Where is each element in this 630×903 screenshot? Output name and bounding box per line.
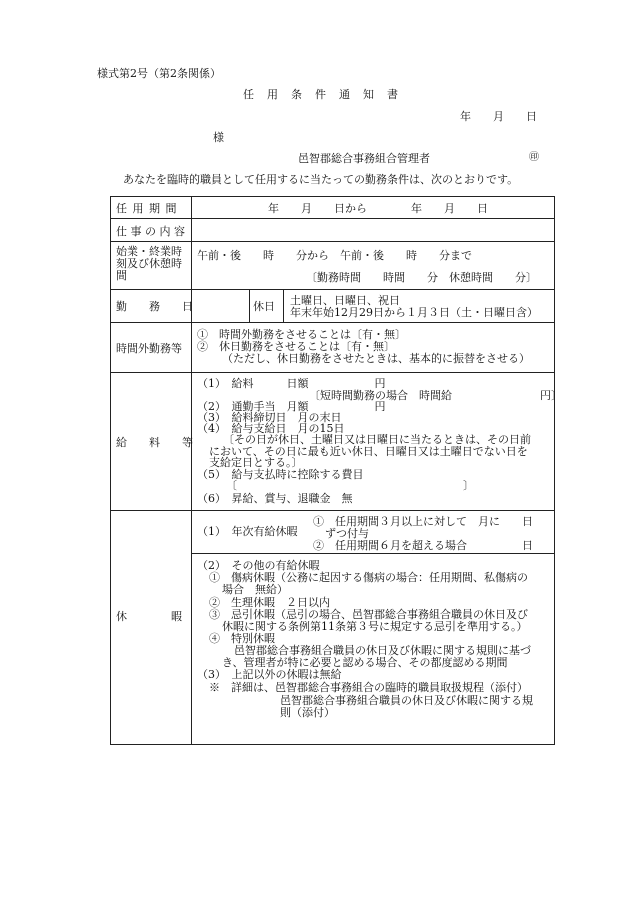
salary-line: （1） 給料 日額 円	[197, 377, 386, 390]
leave-line: ② 生理休暇 ２日以内	[209, 596, 330, 609]
salary-line: （2） 通勤手当 月額 円	[197, 400, 386, 413]
job-label: 仕 事 の 内 容	[116, 225, 185, 238]
leave-line: 場合 無給）	[222, 583, 288, 596]
overtime-label: 時間外勤務等	[116, 342, 182, 355]
hours-label-line: 刻及び休憩時	[116, 257, 182, 270]
row-divider	[110, 218, 555, 219]
workdays-label: 勤 務 日	[116, 300, 193, 313]
salary-label: 給 料 等	[116, 436, 193, 449]
row-divider	[110, 322, 555, 323]
workdays-divider	[249, 289, 250, 322]
hours-line-1: 午前・後 時 分から 午前・後 時 分まで	[197, 249, 472, 262]
leave-line: ③ 忌引休暇（忌引の場合、邑智郡総合事務組合職員の休日及び	[209, 608, 528, 621]
leave-label: 休 暇	[116, 610, 182, 623]
row-divider	[110, 241, 555, 242]
hours-label	[116, 246, 182, 282]
leave-line: （3） 上記以外の休暇は無給	[197, 668, 342, 681]
salary-line: 支給定日とする。〕	[209, 456, 303, 469]
row-divider	[110, 510, 555, 511]
leave-line: 休暇に関する条例第11条第３号に規定する忌引を準用する。）	[222, 620, 528, 633]
leave-line: ※ 詳細は、邑智郡総合事務組合の臨時的職員取扱規程（添付）	[209, 681, 528, 694]
hours-label-line: 始業・終業時	[116, 245, 182, 258]
annual-leave-line: ① 任用期間３月以上に対して 月に 日	[313, 515, 533, 528]
seal-mark: ㊞	[529, 152, 539, 163]
overtime-line-3: （ただし、休日勤務をさせたときは、基本的に振替をさせる）	[222, 352, 530, 365]
salary-line: 〔短時間勤務の場合 時間給 円〕	[309, 389, 562, 402]
term-label: 任 用 期 間	[116, 202, 178, 215]
salary-line: 〔その日が休日、土曜日又は日曜日に当たるときは、その日前	[223, 433, 531, 446]
leave-line: ① 傷病休暇（公務に起因する傷病の場合：任用期間、私傷病の	[209, 571, 528, 584]
issuer-name: 邑智郡総合事務組合管理者	[298, 152, 430, 165]
leave-line: 則（添付）	[280, 706, 335, 719]
salary-bracket-close: 〕	[463, 479, 474, 492]
leave-line: （2） その他の有給休暇	[197, 559, 320, 572]
workdays-divider	[283, 289, 284, 322]
label-column-divider	[191, 196, 192, 745]
leave-line: ④ 特別休暇	[209, 632, 275, 645]
hours-label-line: 間	[116, 269, 127, 282]
intro-text: あなたを臨時的職員として任用するに当たっての勤務条件は、次のとおりです。	[123, 173, 519, 186]
annual-leave-label: （1） 年次有給休暇	[197, 525, 298, 538]
salary-line: （4） 給与支給日 月の15日	[197, 422, 345, 435]
salary-line: （5） 給与支払時に控除する費目	[197, 468, 364, 481]
leave-subdivider	[191, 553, 555, 554]
annual-leave-line: ずつ付与	[325, 527, 369, 540]
row-divider	[110, 289, 555, 290]
salary-bracket-open: 〔	[226, 479, 237, 492]
hours-line-2: 〔勤務時間 時間 分 休憩時間 分〕	[306, 271, 537, 284]
term-value: 年 月 日から 年 月 日	[268, 202, 488, 215]
holiday-label: 休日	[253, 300, 275, 313]
page-title: 任 用 条 件 通 知 書	[243, 88, 399, 101]
leave-line: き、管理者が特に必要と認める場合、その都度認める期間	[222, 656, 508, 669]
leave-line: 邑智郡総合事務組合職員の休日及び休暇に関する規則に基づ	[234, 644, 531, 657]
holiday-line-1: 土曜日、日曜日、祝日	[290, 294, 400, 307]
overtime-line-2: ② 休日勤務をさせることは〔有・無〕	[197, 340, 395, 353]
leave-line: 邑智郡総合事務組合職員の休日及び休暇に関する規	[280, 694, 533, 707]
form-number: 様式第2号（第2条関係）	[97, 67, 221, 80]
salary-line: （6） 昇給、賞与、退職金 無	[197, 492, 353, 505]
holiday-line-2: 年末年始12月29日から１月３日（土・日曜日含）	[290, 306, 538, 319]
annual-leave-line: ② 任用期間６月を超える場合 日	[313, 539, 533, 552]
overtime-line-1: ① 時間外勤務をさせることは〔有・無〕	[197, 328, 406, 341]
date-line: 年 月 日	[460, 110, 537, 123]
salary-line: （3） 給料締切日 月の末日	[197, 411, 342, 424]
row-divider	[110, 372, 555, 373]
salary-line: において、その日に最も近い休日、日曜日又は土曜日でない日を	[209, 445, 528, 458]
addressee-label: 様	[213, 131, 224, 144]
